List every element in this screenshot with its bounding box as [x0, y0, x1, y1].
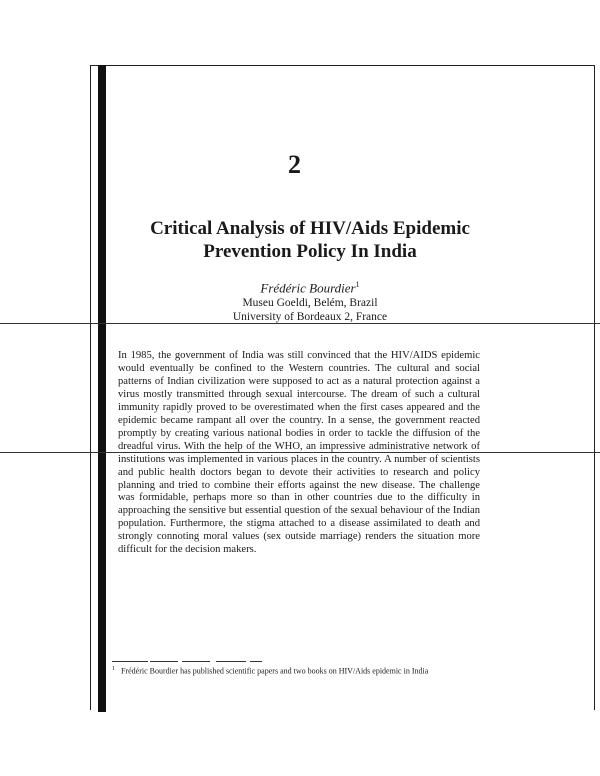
author-name — [120, 280, 500, 296]
chapter-title-line-1: Critical Analysis of HIV/Aids Epidemic — [150, 218, 470, 239]
footnote-rule — [250, 661, 262, 662]
author-affiliation-1: Museu Goeldi, Belém, Brazil — [242, 297, 378, 309]
body-paragraph: In 1985, the government of India was still convinced that the HIV/AIDS epidemic would eventually be confined to the Western countries. The cultural and social patterns of Indian civilization were supposed to act as a natural protection against a virus mostly transmitted through sexual intercourse. The dream of such a cultural immunity rapidly proved to be overestimated when the first cases appeared and the epidemic became rampant all over the country. In a sense, the government reacted promptly by creating various national bodies in order to tackle the diffusion of the dreadful virus. With the help of the WHO, an impressive administrative network of institutions was implemented in various places in the country. A number of scientists and public health doctors began to devote their activities to research and policy planning and tried to combine their efforts against the new disease. The challenge was formidable, perhaps more so than in other countries due to the difficulty in approaching the sensitive but essential question of the sexual behaviour of the Indian population. Furthermore, the stigma attached to a disease assimilated to death and strongly connoting moral values (sex outside marriage) renders the situation more difficult for the decision makers. — [118, 350, 480, 556]
scan-line — [0, 323, 600, 324]
footnote — [112, 664, 484, 677]
footnote-mark: 1 — [112, 666, 115, 672]
footnote-rule — [150, 661, 178, 662]
chapter-title-line-2: Prevention Policy In India — [203, 241, 417, 262]
author-name-text: Frédéric Bourdier — [260, 280, 356, 296]
footnote-text: Frédéric Bourdier has published scientific papers and two books on HIV/Aids epidemic in India — [121, 666, 429, 676]
footnote-rule — [182, 661, 210, 662]
author-affiliation-2: University of Bordeaux 2, France — [232, 311, 388, 323]
page-spine — [98, 65, 106, 712]
chapter-number: 2 — [288, 150, 301, 179]
footnote-rule — [216, 661, 246, 662]
author-footnote-mark: 1 — [355, 280, 360, 289]
footnote-rule — [112, 661, 148, 662]
